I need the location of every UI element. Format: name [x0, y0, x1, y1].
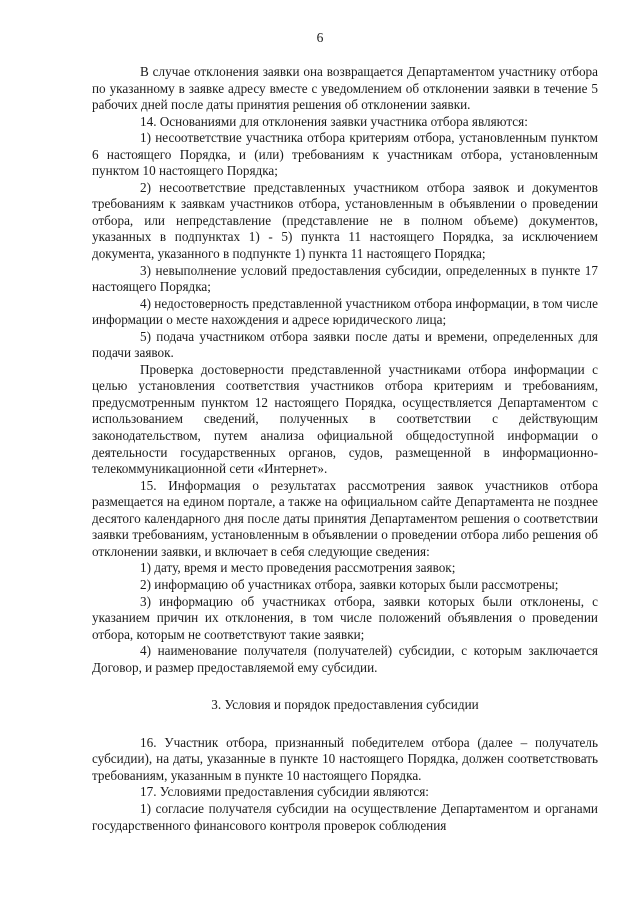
list-item-15-3: 3) информацию об участниках отбора, заявки которых были отклонены, с указанием причин их отклонения, в том числе положений объявления о проведении отбора, которым не соответствуют такие заявки;: [92, 593, 598, 642]
paragraph-14-header: 14. Основаниями для отклонения заявки участника отбора являются:: [140, 113, 528, 129]
list-item-15-2: 2) информацию об участниках отбора, заявки которых были рассмотрены;: [140, 576, 559, 592]
paragraph-17-header: 17. Условиями предоставления субсидии являются:: [140, 784, 429, 800]
paragraph-16: 16. Участник отбора, признанный победителем отбора (далее – получатель субсидии), на даты, указанные в пункте 10 настоящего Порядка, должен соответствовать требованиям, указанным в пункте 10 настоящего Порядка.: [92, 734, 598, 783]
section-title: 3. Условия и порядок предоставления субсидии: [211, 697, 479, 713]
list-item-14-1: 1) несоответствие участника отбора критериям отбора, установленным пунктом 6 настоящего Порядка, и (или) требованиям к участникам отбора, установленным пунктом 10 настоящего Порядка;: [92, 130, 598, 179]
list-item-14-3: 3) невыполнение условий предоставления субсидии, определенных в пункте 17 настоящего Порядка;: [92, 262, 598, 295]
list-item-14-5: 5) подача участником отбора заявки после даты и времени, определенных для подачи заявок.: [92, 328, 598, 361]
paragraph-verification: Проверка достоверности представленной участниками отбора информации с целью установления соответствия участников отбора критериям и требованиям, предусмотренным пунктом 12 настоящего Порядка, осуществляется Департаментом с использованием сведений, полученных в соответствии с действующим законодательством, путем анализа официальной общедоступной информации о деятельности государственных органов, судов, размещенной в информационно-телекоммуникационной сети «Интернет».: [92, 361, 598, 477]
document-body: [92, 64, 598, 834]
list-item-15-4: 4) наименование получателя (получателей) субсидии, с которым заключается Договор, и размер предоставляемой ему субсидии.: [92, 643, 598, 675]
list-item-17-1: 1) согласие получателя субсидии на осуществление Департаментом и органами государственного финансового контроля проверок соблюдения: [92, 800, 598, 833]
list-item-14-4: 4) недостоверность представленной участником отбора информации, в том числе информации о месте нахождения и адресе юридического лица;: [92, 295, 598, 328]
paragraph-15-header: 15. Информация о результатах рассмотрения заявок участников отбора размещается на едином портале, а также на официальном сайте Департамента не позднее десятого календарного дня после даты принятия Департаментом решения о соответствии заявки требованиям, установленным в объявлении о проведении отбора либо решения об отклонении заявки, и включает в себя следующие сведения:: [92, 477, 598, 559]
page-number: 6: [316, 30, 324, 45]
list-item-14-2: 2) несоответствие представленных участником отбора заявок и документов требованиям к заявкам участников отбора, установленным в объявлении о проведении отбора, или непредставление (представление не в полном объеме) документов, указанных в подпунктах 1) - 5) пункта 11 настоящего Порядка, за исключением документа, указанного в подпункте 1) пункта 11 настоящего Порядка;: [92, 179, 598, 262]
paragraph-rejection-return: В случае отклонения заявки она возвращается Департаментом участнику отбора по указанному в заявке адресу вместе с уведомлением об отклонении заявки в течение 5 рабочих дней после даты принятия решения об отклонении заявки.: [92, 64, 598, 113]
list-item-15-1: 1) дату, время и место проведения рассмотрения заявок;: [140, 560, 456, 576]
